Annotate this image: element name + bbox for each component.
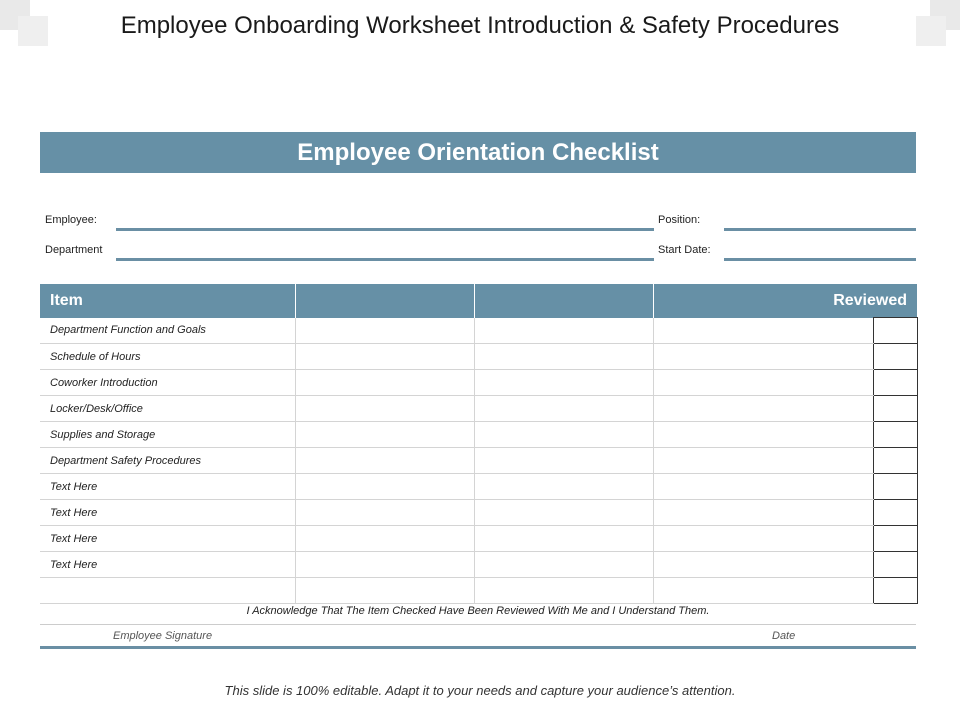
table-cell[interactable]: [653, 370, 873, 396]
department-field[interactable]: [116, 258, 654, 261]
table-cell[interactable]: [653, 448, 873, 474]
reviewed-checkbox[interactable]: [873, 578, 917, 604]
reviewed-checkbox[interactable]: [873, 318, 917, 344]
table-cell[interactable]: [653, 500, 873, 526]
reviewed-checkbox[interactable]: [873, 552, 917, 578]
table-cell[interactable]: [653, 396, 873, 422]
checklist-heading: Employee Orientation Checklist: [40, 132, 916, 173]
table-row: [40, 318, 917, 344]
checklist-item-label: Department Function and Goals: [40, 318, 295, 344]
table-cell[interactable]: [653, 344, 873, 370]
employee-label: Employee:: [45, 214, 97, 226]
position-label: Position:: [658, 214, 701, 226]
checklist-item-label: Text Here: [40, 526, 295, 552]
table-cell[interactable]: [295, 396, 474, 422]
table-row: [40, 578, 917, 604]
checklist-item-label: Schedule of Hours: [40, 344, 295, 370]
table-cell[interactable]: [474, 552, 653, 578]
checklist-item-label: Text Here: [40, 474, 295, 500]
table-row: [40, 370, 917, 396]
checklist-item-label: [40, 578, 295, 604]
reviewed-checkbox[interactable]: [873, 500, 917, 526]
table-cell[interactable]: [295, 344, 474, 370]
table-header-row: [40, 284, 917, 318]
reviewed-checkbox[interactable]: [873, 422, 917, 448]
reviewed-checkbox[interactable]: [873, 396, 917, 422]
checklist-item-label: Supplies and Storage: [40, 422, 295, 448]
table-cell[interactable]: [295, 578, 474, 604]
employee-field[interactable]: [116, 228, 654, 231]
table-cell[interactable]: [295, 474, 474, 500]
table-cell[interactable]: [653, 552, 873, 578]
position-field[interactable]: [724, 228, 916, 231]
table-cell[interactable]: [474, 318, 653, 344]
table-cell[interactable]: [295, 500, 474, 526]
department-label: Department: [45, 244, 103, 256]
checklist-item-label: Department Safety Procedures: [40, 448, 295, 474]
reviewed-checkbox[interactable]: [873, 474, 917, 500]
table-cell[interactable]: [295, 448, 474, 474]
slide-footer: This slide is 100% editable. Adapt it to your needs and capture your audience’s attention.: [224, 683, 736, 698]
table-cell[interactable]: [295, 552, 474, 578]
signature-divider: [40, 624, 916, 625]
date-label: Date: [772, 630, 796, 642]
table-row: [40, 474, 917, 500]
slide-title: Employee Onboarding Worksheet Introduction & Safety Procedures: [120, 12, 840, 39]
table-cell[interactable]: [474, 500, 653, 526]
table-row: [40, 448, 917, 474]
table-row: [40, 500, 917, 526]
reviewed-checkbox[interactable]: [873, 526, 917, 552]
table-cell[interactable]: [474, 344, 653, 370]
table-cell[interactable]: [474, 474, 653, 500]
checklist-item-label: Coworker Introduction: [40, 370, 295, 396]
employee-signature-label: Employee Signature: [113, 630, 213, 642]
table-cell[interactable]: [295, 370, 474, 396]
item-column-header: Item: [40, 284, 295, 318]
table-cell[interactable]: [474, 396, 653, 422]
column-header-blank: [295, 284, 474, 318]
table-cell[interactable]: [653, 318, 873, 344]
column-header-blank: [474, 284, 653, 318]
table-cell[interactable]: [295, 318, 474, 344]
table-cell[interactable]: [474, 578, 653, 604]
table-row: [40, 422, 917, 448]
table-row: [40, 344, 917, 370]
table-row: [40, 396, 917, 422]
table-cell[interactable]: [474, 422, 653, 448]
table-row: [40, 552, 917, 578]
table-cell[interactable]: [474, 448, 653, 474]
checklist-item-label: Text Here: [40, 500, 295, 526]
reviewed-checkbox[interactable]: [873, 344, 917, 370]
table-cell[interactable]: [474, 526, 653, 552]
table-cell[interactable]: [653, 422, 873, 448]
table-cell[interactable]: [474, 370, 653, 396]
start-date-field[interactable]: [724, 258, 916, 261]
start-date-label: Start Date:: [658, 244, 711, 256]
table-cell[interactable]: [653, 474, 873, 500]
table-row: [40, 526, 917, 552]
reviewed-checkbox[interactable]: [873, 370, 917, 396]
acknowledgement-text: I Acknowledge That The Item Checked Have Been Reviewed With Me and I Understand Them.: [246, 605, 710, 617]
table-cell[interactable]: [295, 422, 474, 448]
orientation-checklist-table: [40, 284, 918, 604]
reviewed-column-header: Reviewed: [653, 284, 917, 318]
reviewed-checkbox[interactable]: [873, 448, 917, 474]
checklist-item-label: Locker/Desk/Office: [40, 396, 295, 422]
form-bottom-rule: [40, 646, 916, 649]
table-cell[interactable]: [295, 526, 474, 552]
table-cell[interactable]: [653, 578, 873, 604]
table-cell[interactable]: [653, 526, 873, 552]
checklist-item-label: Text Here: [40, 552, 295, 578]
